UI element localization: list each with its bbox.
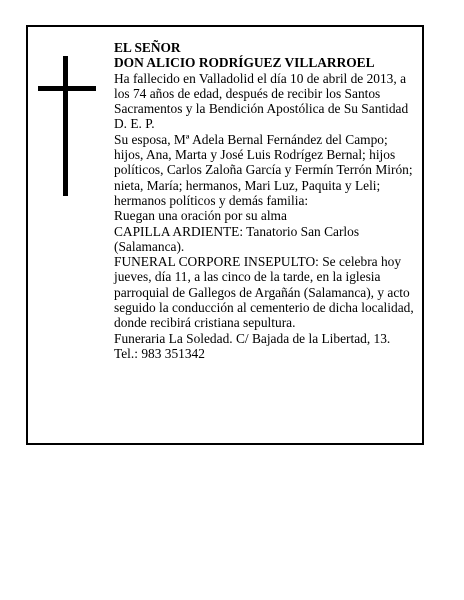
body-line: parroquial de Gallegos de Argañán (Salamanca), y acto: [114, 284, 410, 300]
body-line: Funeraria La Soledad. C/ Bajada de la Libertad, 13.: [114, 330, 391, 346]
latin-cross-icon: [38, 56, 96, 196]
body-line: (Salamanca).: [114, 238, 185, 254]
body-line: Ha fallecido en Valladolid el día 10 de abril de 2013, a: [114, 70, 407, 86]
body-line: Ruegan una oración por su alma: [114, 208, 287, 224]
body-line: nieta, María; hermanos, Mari Luz, Paquita y Leli;: [114, 177, 381, 193]
body-line: D. E. P.: [114, 116, 155, 132]
body-line: Tel.: 983 351342: [114, 345, 205, 361]
body-line: jueves, día 11, a las cinco de la tarde, en la iglesia: [114, 269, 381, 285]
cross-vertical-bar: [63, 56, 68, 196]
body-line: seguido la conducción al cementerio de dicha localidad,: [114, 300, 414, 316]
body-line: CAPILLA ARDIENTE: Tanatorio San Carlos: [114, 223, 360, 239]
body-line: hijos, Ana, Marta y José Luis Rodrígez Bernal; hijos: [114, 147, 396, 163]
body-line: Sacramentos y la Bendición Apostólica de Su Santidad: [114, 101, 409, 117]
body-line: los 74 años de edad, después de recibir los Santos: [114, 85, 381, 101]
body-line: políticos, Carlos Zaloña García y Fermín Terrón Mirón;: [114, 162, 413, 178]
obituary-text: [114, 40, 420, 361]
deceased-honorific: EL SEÑOR: [114, 40, 181, 55]
deceased-name: DON ALICIO RODRÍGUEZ VILLARROEL: [114, 55, 375, 71]
cross-horizontal-bar: [38, 86, 96, 91]
body-line: Su esposa, Mª Adela Bernal Fernández del Campo;: [114, 131, 388, 147]
body-line: FUNERAL CORPORE INSEPULTO: Se celebra hoy: [114, 254, 402, 270]
body-line: donde recibirá cristiana sepultura.: [114, 315, 296, 331]
body-line: hermanos políticos y demás familia:: [114, 192, 309, 208]
